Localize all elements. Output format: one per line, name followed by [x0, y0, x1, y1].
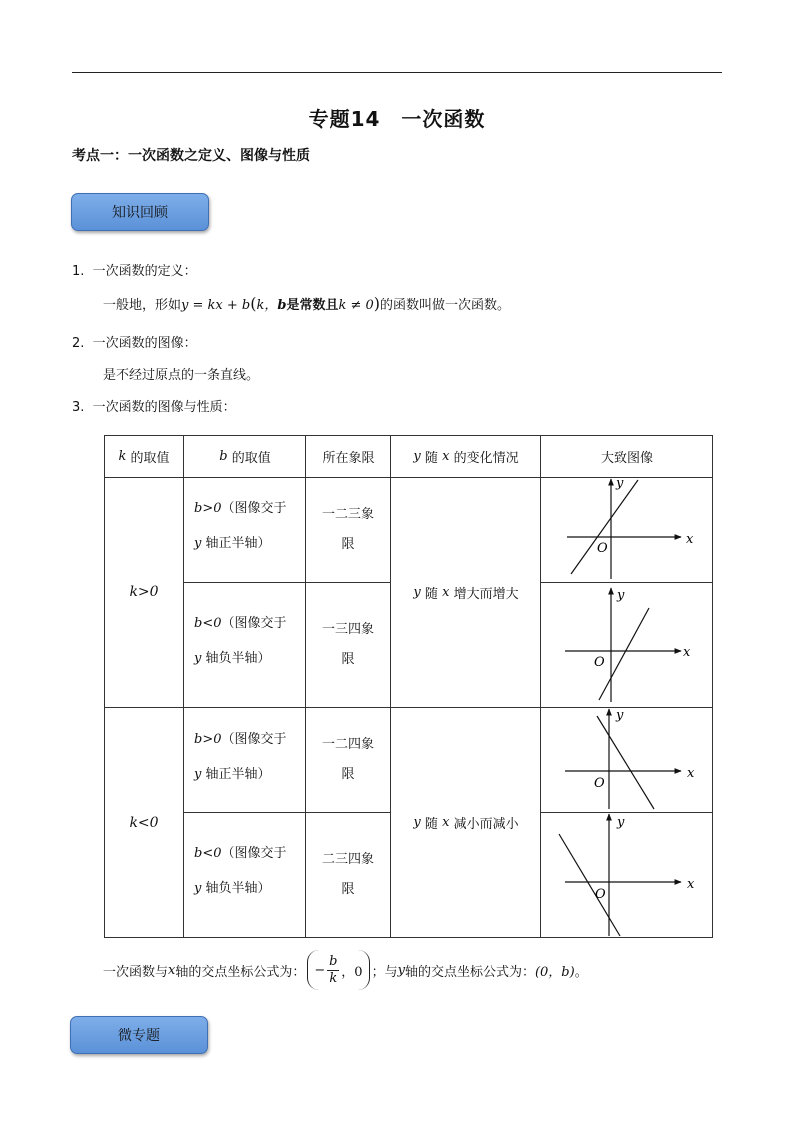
var-b: b [219, 448, 228, 464]
x-label: x [683, 645, 691, 660]
x-label: x [687, 766, 695, 781]
b-axis: y [194, 881, 202, 896]
graph-k-pos-b-neg [541, 582, 713, 707]
quadrant-suffix: 限 [341, 767, 355, 782]
b-cell-row-2 [184, 606, 304, 676]
micro-topic-button-label: 微专题 [118, 1028, 160, 1044]
header-rule [72, 72, 722, 73]
var-y: y [413, 448, 421, 464]
b-note-2: 轴负半轴） [205, 881, 271, 896]
quadrant-text: 一二四象 [321, 737, 374, 752]
quadrant-suffix: 限 [341, 537, 355, 552]
graph-k-neg-b-pos [541, 707, 713, 812]
b-axis: y [194, 536, 202, 551]
y-label: y [617, 588, 625, 603]
var-y: y [397, 962, 405, 978]
trend-mid: 随 [424, 817, 438, 832]
b-note-2: 轴正半轴） [205, 767, 271, 782]
intersection-formula [103, 948, 588, 992]
formula-mid1: 轴的交点坐标公式为： [175, 964, 306, 980]
item-1-definition [103, 294, 510, 313]
var-x: x [442, 448, 450, 464]
fraction-numerator: b [329, 953, 338, 969]
def-pre: 一般地，形如 [103, 298, 182, 313]
header-trend-label: 的变化情况 [453, 450, 519, 466]
header-k-range [104, 435, 184, 477]
quadrant-cell-row-1 [306, 500, 390, 560]
b-cell-row-4 [184, 836, 304, 906]
graph-k-pos-b-pos [541, 477, 713, 582]
item-text: 一次函数的图像： [92, 336, 197, 351]
formula-mid2: ；与 [371, 964, 398, 980]
formula-mid3: 轴的交点坐标公式为： [404, 964, 535, 980]
formula-end: 。 [574, 964, 588, 980]
trend-text: 减小而减小 [453, 817, 519, 832]
b-cell-row-3 [184, 722, 304, 792]
def-post: 的函数叫做一次函数。 [380, 298, 511, 313]
page-title: 专题14 一次函数 [308, 107, 486, 131]
quadrant-suffix: 限 [341, 652, 355, 667]
origin-label: O [594, 655, 605, 670]
b-cell-row-1 [184, 491, 304, 561]
b-note-1: （图像交于 [221, 846, 287, 861]
def-paren-close: ) [373, 294, 381, 313]
item-2-desc: 是不经过原点的一条直线。 [103, 368, 260, 383]
y-label: y [616, 477, 624, 491]
b-note-2: 轴负半轴） [205, 651, 271, 666]
micro-topic-button[interactable] [70, 1016, 208, 1054]
fraction-denominator: k [329, 970, 338, 986]
b-note-1: （图像交于 [221, 732, 287, 747]
properties-table [104, 435, 713, 938]
item-1-heading [72, 260, 197, 279]
trend-increase-cell [391, 477, 541, 707]
k-negative-cell: k<0 [129, 814, 159, 831]
b-condition: b<0 [194, 846, 222, 861]
quadrant-text: 一二三象 [321, 507, 374, 522]
b-axis: y [194, 651, 202, 666]
fraction [327, 954, 339, 987]
quadrant-cell-row-2 [306, 615, 390, 675]
quadrant-suffix: 限 [341, 882, 355, 897]
graph-k-neg-b-neg [541, 812, 713, 938]
def-formula: y = kx + b [181, 298, 251, 313]
k-positive-cell: k>0 [129, 584, 159, 600]
b-axis: y [194, 767, 202, 782]
trend-text: 增大而增大 [453, 586, 519, 602]
item-text: 一次函数的定义： [92, 264, 197, 279]
header-trend-mid: 随 [424, 450, 438, 466]
review-button-label: 知识回顾 [112, 205, 168, 221]
item-2-heading [72, 332, 197, 351]
formula-zero: ，0 [341, 964, 363, 980]
item-number: 2. [72, 336, 85, 351]
review-button[interactable] [71, 193, 209, 231]
header-k-label: 的取值 [130, 450, 170, 466]
var-k: k [118, 448, 127, 464]
header-b-range [184, 435, 306, 477]
x-label: x [687, 877, 695, 892]
b-condition: b>0 [194, 501, 222, 516]
trend-decrease-cell [391, 707, 541, 938]
quadrant-cell-row-3 [306, 730, 390, 790]
function-line [559, 834, 620, 936]
var-x: x [442, 815, 450, 830]
y-label: y [617, 815, 625, 830]
quadrant-text: 二三四象 [321, 852, 374, 867]
origin-label: O [597, 541, 608, 556]
function-line [597, 716, 654, 809]
x-label: x [686, 532, 694, 547]
var-x: x [442, 584, 450, 600]
def-cond: k ≠ 0 [338, 298, 374, 313]
neg-sign: − [314, 962, 326, 978]
def-const: 是常数且 [286, 298, 339, 313]
origin-label: O [594, 776, 605, 791]
formula-pre: 一次函数与 [103, 964, 169, 980]
b-note-2: 轴正半轴） [205, 536, 271, 551]
function-line [599, 608, 649, 700]
function-line [571, 480, 638, 574]
def-b: b [277, 298, 287, 313]
item-number: 3. [72, 400, 85, 415]
quadrant-cell-row-4 [306, 845, 390, 905]
item-3-heading [72, 396, 236, 415]
header-graph: 大致图像 [600, 450, 653, 466]
var-y: y [413, 815, 421, 830]
b-condition: b<0 [194, 616, 222, 631]
var-y: y [413, 584, 421, 600]
quadrant-text: 一三四象 [321, 622, 374, 637]
b-note-1: （图像交于 [221, 501, 287, 516]
item-number: 1. [72, 264, 85, 279]
header-b-label: 的取值 [231, 450, 271, 466]
def-paren-open: ( [250, 294, 257, 313]
item-text: 一次函数的图像与性质： [92, 400, 236, 415]
y-intercept-point: (0，b) [534, 964, 575, 980]
header-quadrant: 所在象限 [322, 450, 375, 466]
def-k: k， [256, 298, 278, 313]
origin-label: O [595, 887, 606, 902]
header-trend [391, 435, 541, 477]
var-x: x [168, 962, 176, 978]
x-intercept-point [307, 950, 369, 990]
b-condition: b>0 [194, 732, 222, 747]
section-subtitle: 考点一：一次函数之定义、图像与性质 [72, 148, 310, 164]
trend-mid: 随 [424, 586, 438, 602]
b-note-1: （图像交于 [221, 616, 287, 631]
y-label: y [616, 708, 624, 723]
